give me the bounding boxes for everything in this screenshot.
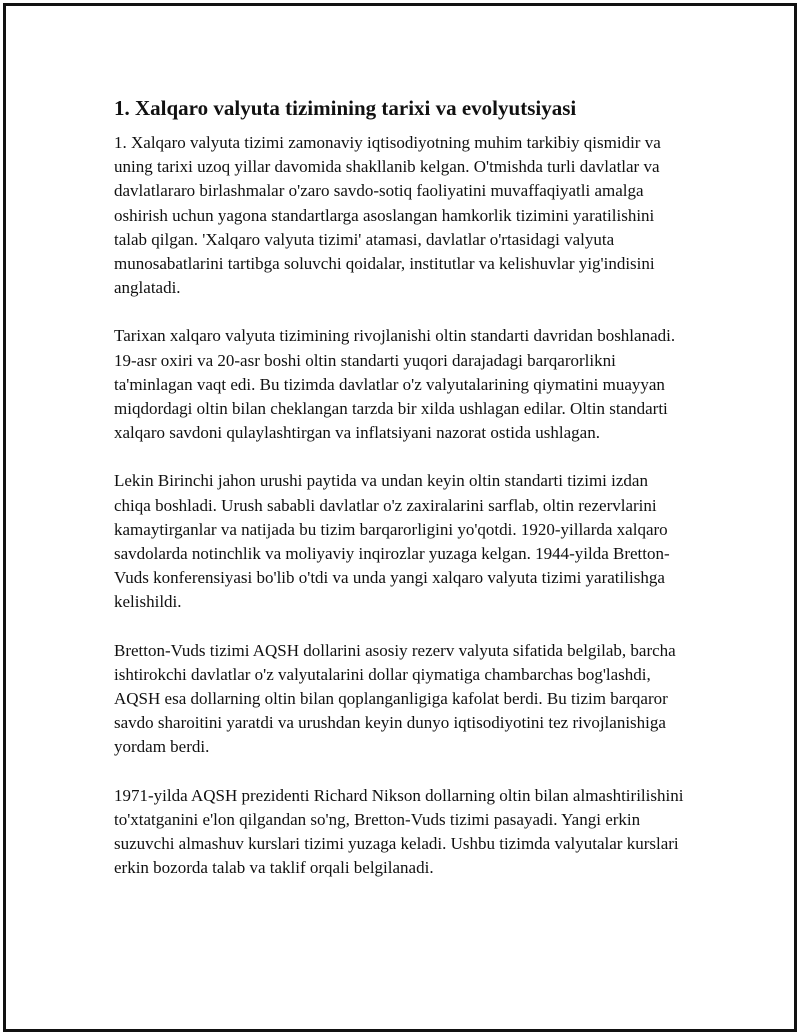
paragraph-4: Bretton-Vuds tizimi AQSH dollarini asosiy rezerv valyuta sifatida belgilab, barcha ishtirokchi davlatlar o'z valyutalarini dollar qiymatiga chambarchas bog'lashdi, AQSH esa dollarning oltin bilan qoplanganligiga kafolat berdi. Bu tizim barqaror savdo sharoitini yaratdi va urushdan keyin dunyo iqtisodiyotini tez rivojlanishiga yordam berdi. bbox=[114, 640, 676, 757]
document-title: 1. Xalqaro valyuta tizimining tarixi va evolyutsiyasi bbox=[114, 96, 577, 120]
paragraph-5: 1971-yilda AQSH prezidenti Richard Nikson dollarning oltin bilan almashtirilishini to'xtatganini e'lon qilgandan so'ng, Bretton-Vuds tizimi pasayadi. Yangi erkin suzuvchi almashuv kurslari tizimi yuzaga keladi. Ushbu tizimda valyutalar kurslari erkin bozorda talab va taklif orqali belgilanadi. bbox=[114, 785, 684, 878]
paragraph-3: Lekin Birinchi jahon urushi paytida va undan keyin oltin standarti tizimi izdan chiqa boshladi. Urush sababli davlatlar o'z zaxiralarini sarflab, oltin rezervlarini kamaytirganlar va natijada bu tizim barqarorligini yo'qotdi. 1920-yillarda xalqaro savdolarda notinchlik va moliyaviy inqirozlar yuzaga kelgan. 1944-yilda Bretton-Vuds konferensiyasi bo'lib o'tdi va unda yangi xalqaro valyuta tizimi yaratilishga kelishildi. bbox=[114, 471, 670, 612]
paragraph-1: 1. Xalqaro valyuta tizimi zamonaviy iqtisodiyotning muhim tarkibiy qismidir va uning tarixi uzoq yillar davomida shakllanib kelgan. O'tmishda turli davlatlar va davlatlararo birlashmalar o'zaro savdo-sotiq faoliyatini muvaffaqiyatli amalga oshirish uchun yagona standartlarga asoslangan hamkorlik tizimini yaratilishini talab qilgan. 'Xalqaro valyuta tizimi' atamasi, davlatlar o'rtasidagi valyuta munosabatlarini tartibga soluvchi qoidalar, institutlar va kelishuvlar yig'indisini anglatadi. bbox=[114, 133, 661, 298]
document-body bbox=[114, 95, 689, 904]
paragraph-2: Tarixan xalqaro valyuta tizimining rivojlanishi oltin standarti davridan boshlanadi. 19-asr oxiri va 20-asr boshi oltin standarti yuqori darajadagi barqarorlikni ta'minlagan vaqt edi. Bu tizimda davlatlar o'z valyutalarining qiymatini muayyan miqdordagi oltin bilan cheklangan tarzda bir xilda ushlagan edilar. Oltin standarti xalqaro savdoni qulaylashtirgan va inflatsiyani nazorat ostida ushlagan. bbox=[114, 326, 676, 443]
